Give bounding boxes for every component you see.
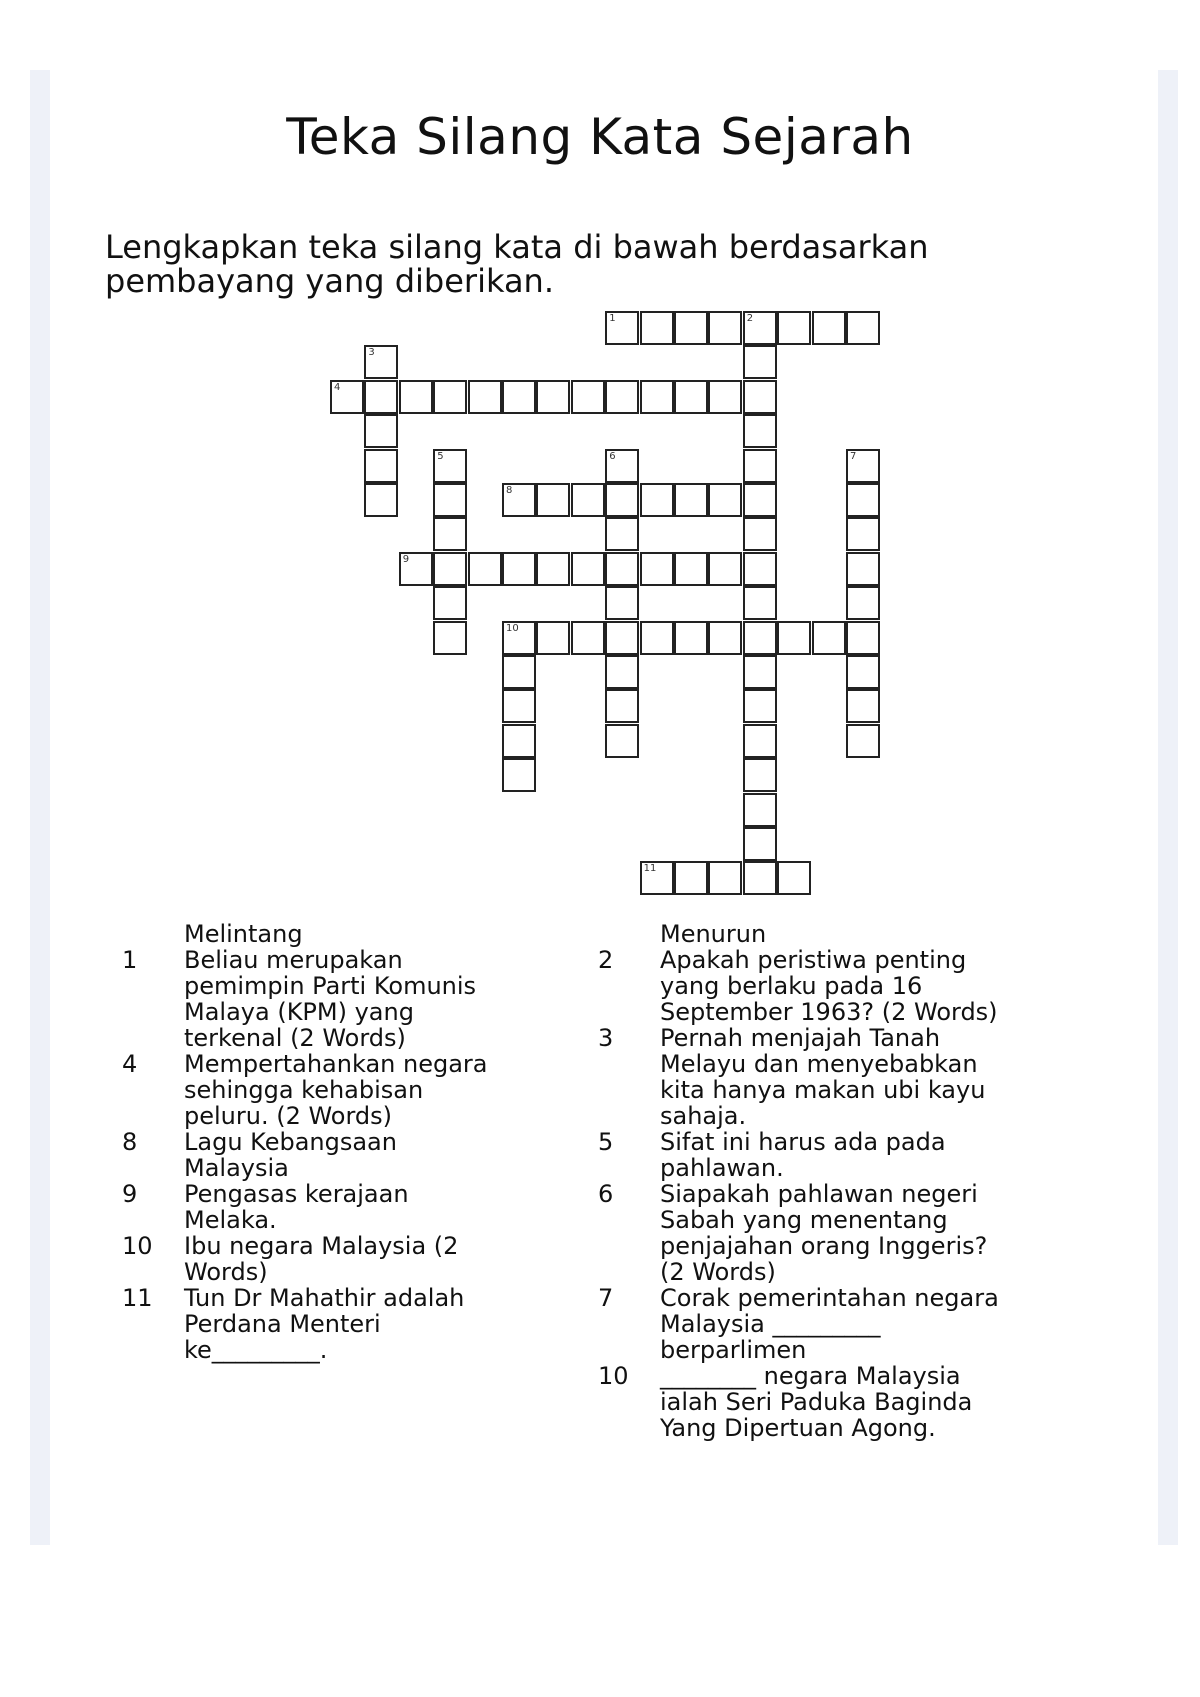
crossword-cell[interactable] bbox=[846, 724, 880, 758]
clue-down-3 bbox=[598, 1025, 1018, 1129]
crossword-cell[interactable] bbox=[399, 552, 433, 586]
crossword-cell[interactable] bbox=[743, 621, 777, 655]
clue-across-11 bbox=[122, 1285, 502, 1363]
crossword-cell[interactable] bbox=[571, 380, 605, 414]
clue-down-10 bbox=[598, 1363, 1018, 1441]
crossword-cell[interactable] bbox=[846, 311, 880, 345]
clue-number: 7 bbox=[598, 1284, 614, 1312]
clue-text: ________ negara Malaysia ialah Seri Paduka Baginda Yang Dipertuan Agong. bbox=[660, 1362, 973, 1442]
crossword-cell[interactable] bbox=[743, 345, 777, 379]
crossword-cell[interactable] bbox=[502, 655, 536, 689]
crossword-cell[interactable] bbox=[605, 483, 639, 517]
cell-number: 11 bbox=[643, 863, 657, 875]
clue-text: Sifat ini harus ada pada pahlawan. bbox=[660, 1128, 946, 1182]
crossword-cell[interactable] bbox=[468, 380, 502, 414]
crossword-cell[interactable] bbox=[708, 380, 742, 414]
crossword-cell[interactable] bbox=[743, 793, 777, 827]
clue-number: 2 bbox=[598, 946, 614, 974]
clue-across-9 bbox=[122, 1181, 502, 1233]
crossword-cell[interactable] bbox=[605, 552, 639, 586]
crossword-cell[interactable] bbox=[605, 311, 639, 345]
across-heading: Melintang bbox=[184, 920, 303, 948]
crossword-cell[interactable] bbox=[536, 552, 570, 586]
crossword-cell[interactable] bbox=[536, 380, 570, 414]
crossword-cell[interactable] bbox=[605, 655, 639, 689]
crossword-cell[interactable] bbox=[364, 449, 398, 483]
clue-text: Ibu negara Malaysia (2 Words) bbox=[184, 1232, 459, 1286]
crossword-cell[interactable] bbox=[846, 517, 880, 551]
clue-number: 10 bbox=[598, 1362, 629, 1390]
clue-down-6 bbox=[598, 1181, 1018, 1285]
crossword-cell[interactable] bbox=[777, 861, 811, 895]
crossword-cell[interactable] bbox=[846, 552, 880, 586]
crossword-cell[interactable] bbox=[846, 621, 880, 655]
crossword-cell[interactable] bbox=[364, 380, 398, 414]
clue-text: Corak pemerintahan negara Malaysia _________ berparlimen bbox=[660, 1284, 999, 1364]
crossword-cell[interactable] bbox=[536, 621, 570, 655]
crossword-cell[interactable] bbox=[605, 517, 639, 551]
crossword-cell[interactable] bbox=[674, 552, 708, 586]
crossword-cell[interactable] bbox=[812, 621, 846, 655]
crossword-cell[interactable] bbox=[674, 861, 708, 895]
clue-down-5 bbox=[598, 1129, 1018, 1181]
crossword-cell[interactable] bbox=[708, 861, 742, 895]
clue-number: 4 bbox=[122, 1050, 138, 1078]
crossword-cell[interactable] bbox=[846, 655, 880, 689]
crossword-cell[interactable] bbox=[708, 311, 742, 345]
clue-number: 8 bbox=[122, 1128, 138, 1156]
clue-text: Apakah peristiwa penting yang berlaku pada 16 September 1963? (2 Words) bbox=[660, 946, 998, 1026]
crossword-cell[interactable] bbox=[812, 311, 846, 345]
cell-number: 10 bbox=[506, 622, 519, 634]
crossword-cell[interactable] bbox=[433, 517, 467, 551]
page-right-margin-band bbox=[1158, 70, 1178, 1545]
crossword-cell[interactable] bbox=[640, 552, 674, 586]
crossword-cell[interactable] bbox=[708, 483, 742, 517]
crossword-cell[interactable] bbox=[605, 689, 639, 723]
crossword-cell[interactable] bbox=[640, 621, 674, 655]
crossword-cell[interactable] bbox=[743, 552, 777, 586]
clue-text: Pengasas kerajaan Melaka. bbox=[184, 1180, 409, 1234]
crossword-cell[interactable] bbox=[364, 414, 398, 448]
crossword-cell[interactable] bbox=[605, 724, 639, 758]
crossword-cell[interactable] bbox=[605, 586, 639, 620]
crossword-cell[interactable] bbox=[743, 724, 777, 758]
crossword-cell[interactable] bbox=[743, 586, 777, 620]
crossword-cell[interactable] bbox=[743, 449, 777, 483]
crossword-cell[interactable] bbox=[846, 483, 880, 517]
crossword-cell[interactable] bbox=[502, 380, 536, 414]
clue-text: Mempertahankan negara sehingga kehabisan peluru. (2 Words) bbox=[184, 1050, 488, 1130]
crossword-cell[interactable] bbox=[674, 311, 708, 345]
crossword-cell[interactable] bbox=[571, 483, 605, 517]
clue-number: 11 bbox=[122, 1284, 153, 1312]
crossword-cell[interactable] bbox=[674, 621, 708, 655]
crossword-cell[interactable] bbox=[502, 724, 536, 758]
crossword-cell[interactable] bbox=[743, 758, 777, 792]
crossword-cell[interactable] bbox=[605, 380, 639, 414]
cell-number: 8 bbox=[506, 485, 513, 496]
crossword-cell[interactable] bbox=[433, 483, 467, 517]
clue-number: 5 bbox=[598, 1128, 614, 1156]
crossword-cell[interactable] bbox=[846, 586, 880, 620]
crossword-cell[interactable] bbox=[330, 380, 364, 414]
crossword-cell[interactable] bbox=[743, 380, 777, 414]
crossword-cell[interactable] bbox=[433, 552, 467, 586]
clue-down-2 bbox=[598, 947, 1018, 1025]
page-left-margin-band bbox=[30, 70, 50, 1545]
cell-number: 4 bbox=[334, 381, 341, 393]
instructions: Lengkapkan teka silang kata di bawah berdasarkan pembayang yang diberikan. bbox=[105, 228, 929, 300]
crossword-cell[interactable] bbox=[536, 483, 570, 517]
crossword-cell[interactable] bbox=[571, 552, 605, 586]
crossword-cell[interactable] bbox=[571, 621, 605, 655]
crossword-cell[interactable] bbox=[502, 758, 536, 792]
crossword-cell[interactable] bbox=[468, 552, 502, 586]
down-clues bbox=[598, 921, 1018, 1441]
clue-across-1 bbox=[122, 947, 502, 1051]
clue-text: Beliau merupakan pemimpin Parti Komunis Malaya (KPM) yang terkenal (2 Words) bbox=[184, 946, 477, 1052]
crossword-cell[interactable] bbox=[605, 449, 639, 483]
crossword-cell[interactable] bbox=[640, 483, 674, 517]
across-clues bbox=[122, 921, 502, 1363]
crossword-cell[interactable] bbox=[364, 345, 398, 379]
cell-number: 3 bbox=[368, 347, 375, 359]
clue-number: 6 bbox=[598, 1180, 614, 1208]
clue-number: 1 bbox=[122, 946, 138, 974]
crossword-cell[interactable] bbox=[640, 380, 674, 414]
clue-number: 3 bbox=[598, 1024, 614, 1052]
crossword-cell[interactable] bbox=[777, 621, 811, 655]
crossword-cell[interactable] bbox=[433, 586, 467, 620]
crossword-cell[interactable] bbox=[640, 311, 674, 345]
crossword-cell[interactable] bbox=[433, 380, 467, 414]
crossword-cell[interactable] bbox=[674, 483, 708, 517]
cell-number: 9 bbox=[402, 553, 410, 565]
clue-text: Pernah menjajah Tanah Melayu dan menyebabkan kita hanya makan ubi kayu sahaja. bbox=[660, 1024, 986, 1130]
down-heading: Menurun bbox=[660, 920, 767, 948]
crossword-cell[interactable] bbox=[743, 827, 777, 861]
page-title: Teka Silang Kata Sejarah bbox=[286, 108, 914, 166]
cell-number: 6 bbox=[609, 450, 616, 462]
crossword-cell[interactable] bbox=[743, 655, 777, 689]
crossword-cell[interactable] bbox=[743, 517, 777, 551]
crossword-cell[interactable] bbox=[502, 689, 536, 723]
cell-number: 1 bbox=[609, 313, 616, 324]
clue-text: Tun Dr Mahathir adalah Perdana Menteri ke_________. bbox=[184, 1284, 465, 1364]
crossword-cell[interactable] bbox=[777, 311, 811, 345]
clue-across-8 bbox=[122, 1129, 502, 1181]
crossword-cell[interactable] bbox=[502, 552, 536, 586]
crossword-cell[interactable] bbox=[674, 380, 708, 414]
clue-text: Lagu Kebangsaan Malaysia bbox=[184, 1128, 397, 1182]
clue-number: 10 bbox=[122, 1232, 153, 1260]
cell-number: 7 bbox=[850, 450, 857, 462]
crossword-cell[interactable] bbox=[502, 483, 536, 517]
clue-down-7 bbox=[598, 1285, 1018, 1363]
crossword-cell[interactable] bbox=[433, 621, 467, 655]
crossword-cell[interactable] bbox=[708, 552, 742, 586]
clue-text: Siapakah pahlawan negeri Sabah yang menentang penjajahan orang Inggeris? (2 Words) bbox=[660, 1180, 988, 1286]
crossword-cell[interactable] bbox=[399, 380, 433, 414]
crossword-cell[interactable] bbox=[743, 483, 777, 517]
clue-across-4 bbox=[122, 1051, 502, 1129]
cell-number: 5 bbox=[437, 450, 444, 462]
clue-number: 9 bbox=[122, 1180, 138, 1208]
crossword-cell[interactable] bbox=[364, 483, 398, 517]
crossword-cell[interactable] bbox=[743, 861, 777, 895]
crossword-cell[interactable] bbox=[433, 449, 467, 483]
crossword-cell[interactable] bbox=[846, 689, 880, 723]
crossword-cell[interactable] bbox=[846, 449, 880, 483]
crossword-cell[interactable] bbox=[743, 414, 777, 448]
clue-across-10 bbox=[122, 1233, 502, 1285]
crossword-cell[interactable] bbox=[743, 689, 777, 723]
cell-number: 2 bbox=[746, 313, 754, 324]
crossword-cell[interactable] bbox=[743, 311, 777, 345]
crossword-cell[interactable] bbox=[605, 621, 639, 655]
crossword-cell[interactable] bbox=[708, 621, 742, 655]
crossword-cell[interactable] bbox=[640, 861, 674, 895]
crossword-cell[interactable] bbox=[502, 621, 536, 655]
